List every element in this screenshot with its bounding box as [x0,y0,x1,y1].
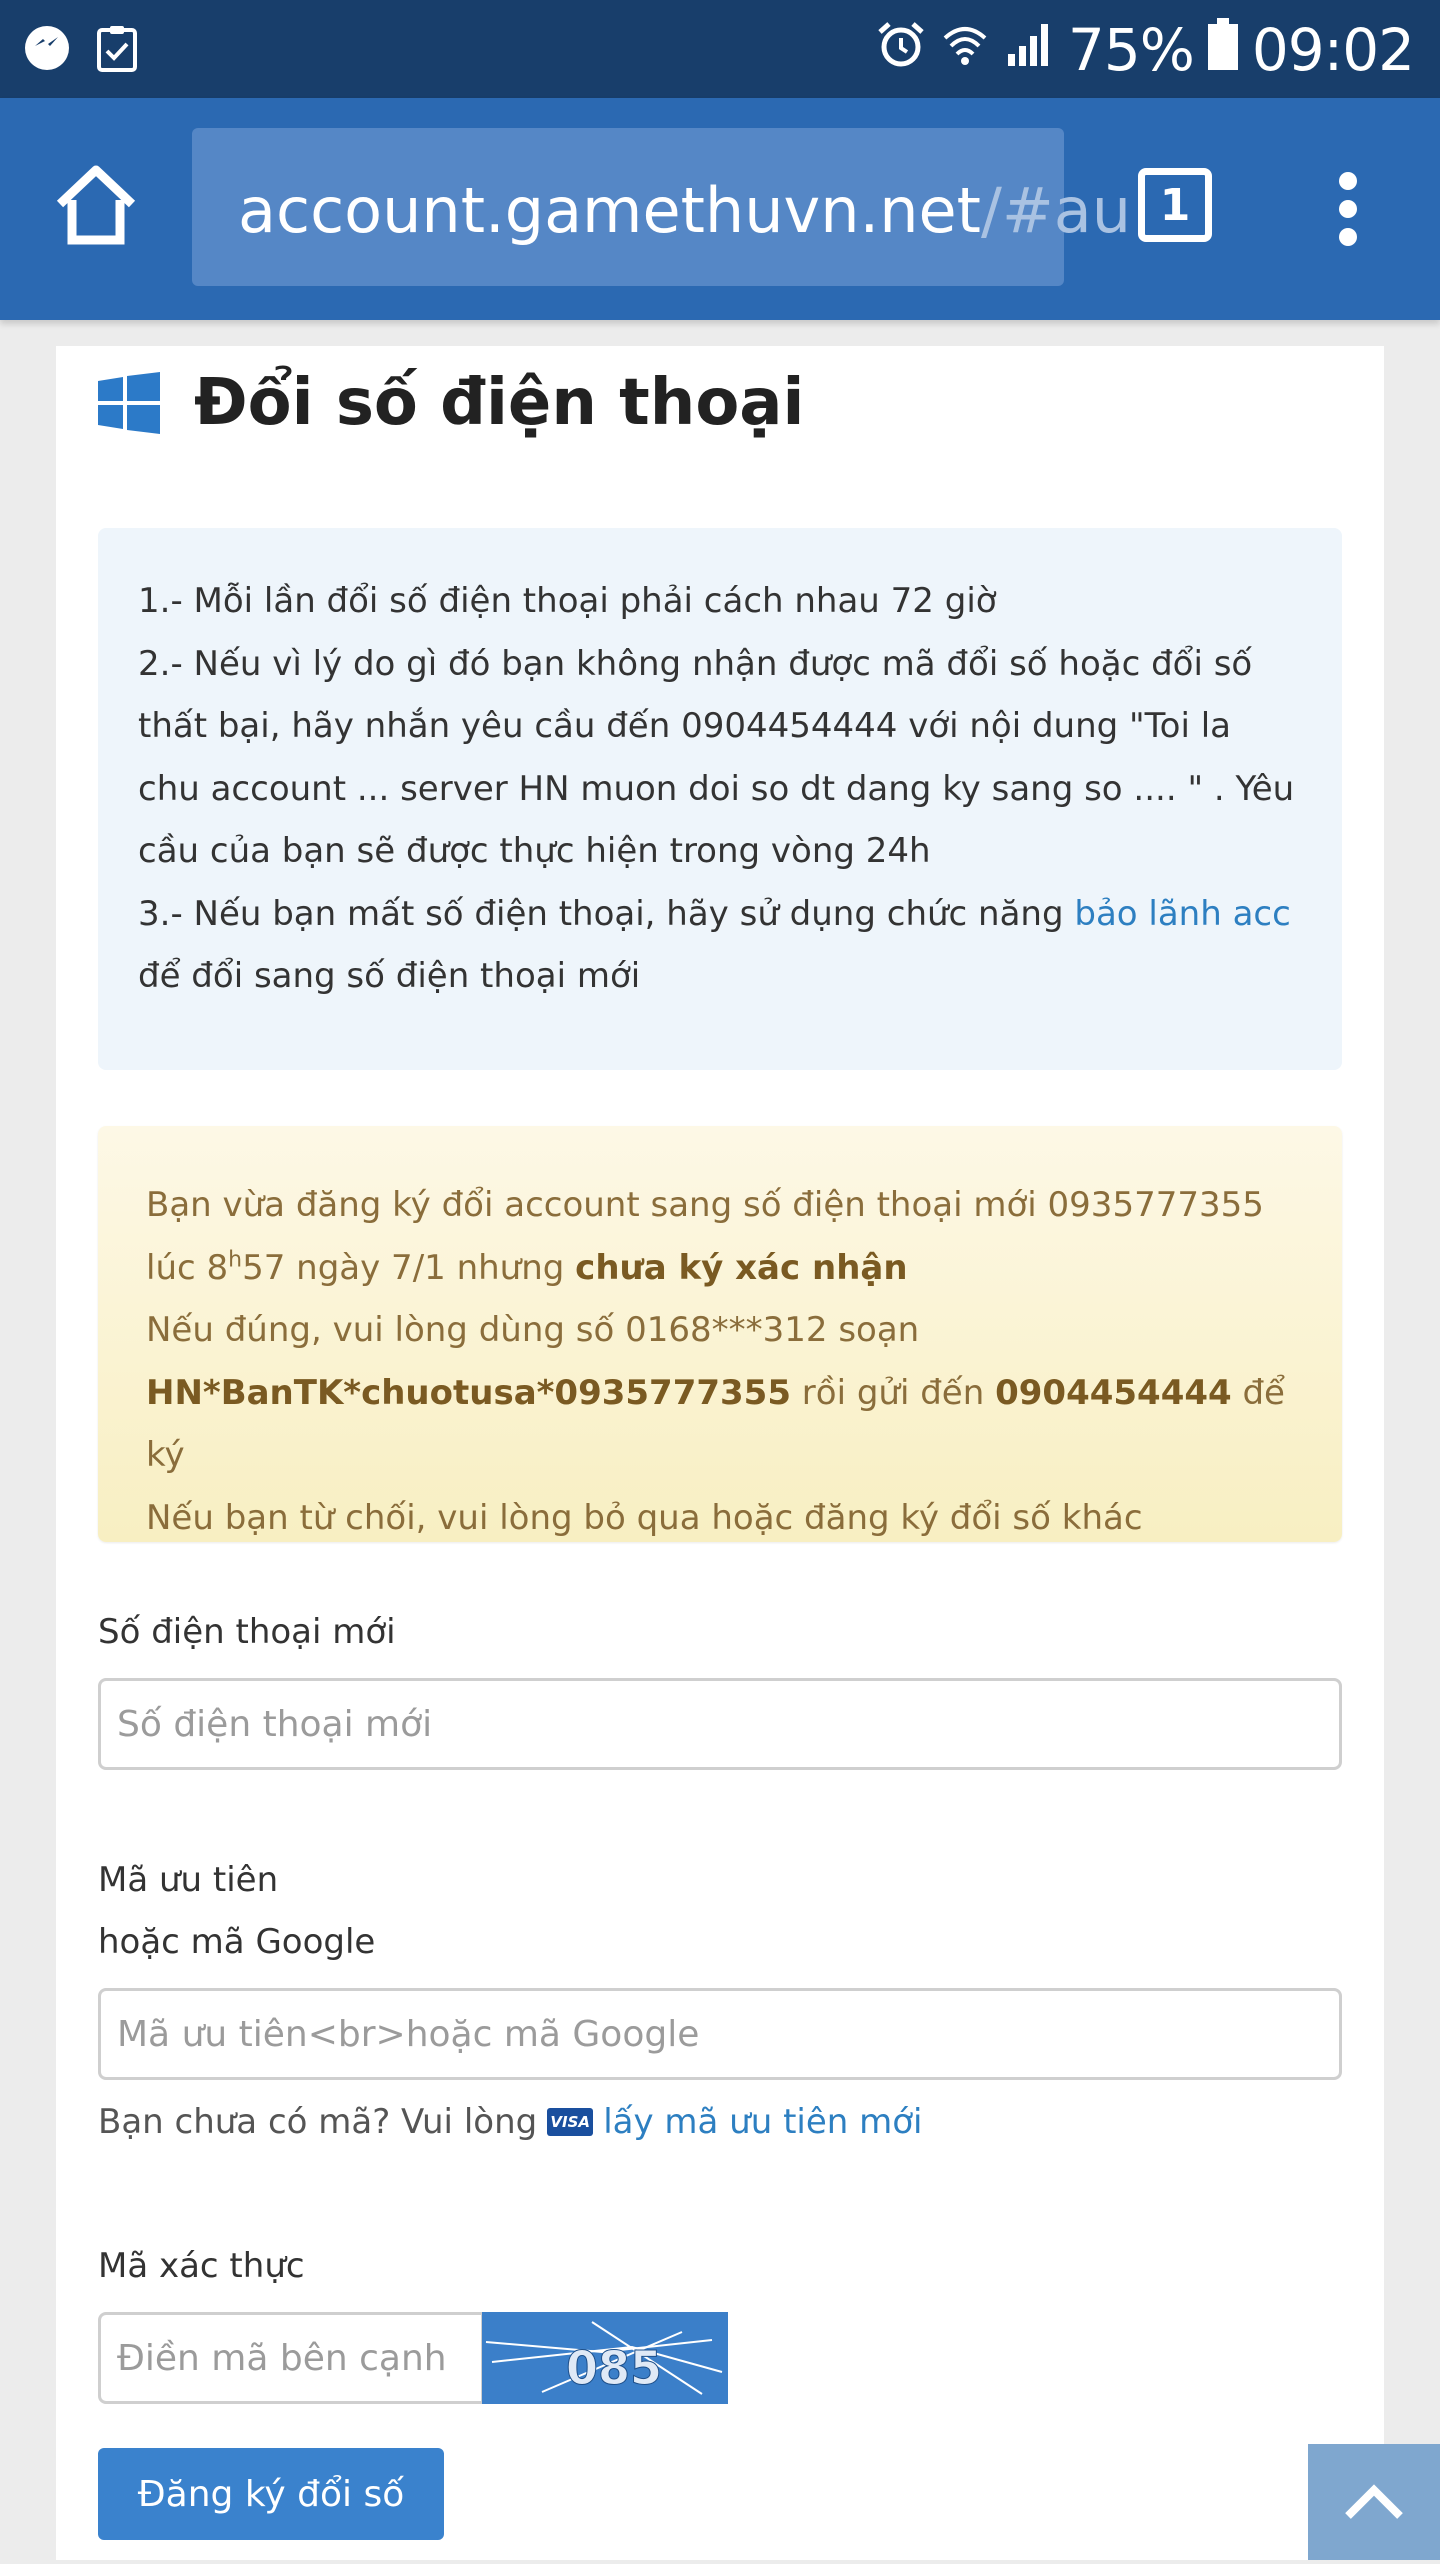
info-notice [98,528,1342,1070]
tab-switcher-button[interactable] [1138,168,1212,242]
page-header [98,366,804,440]
new-phone-label: Số điện thoại mới [98,1612,396,1652]
url-path: /#au [980,174,1132,247]
captcha-input[interactable] [98,2312,484,2404]
warning-bold: chưa ký xác nhận [575,1247,908,1288]
messenger-icon [22,24,72,78]
alarm-icon [876,16,926,84]
captcha-label: Mã xác thực [98,2246,305,2286]
sms-number: 0904454444 [995,1372,1232,1413]
submit-change-button[interactable]: Đăng ký đổi số [98,2448,444,2540]
status-bar [0,0,1440,98]
info-line-3-end: để đổi sang số điện thoại mới [138,956,641,996]
warning-line-2: Nếu đúng, vui lòng dùng số 0168***312 soạn [146,1310,920,1350]
home-button[interactable] [52,160,140,248]
tab-count: 1 [1159,179,1191,231]
warning-text: Bạn vừa đăng ký đổi account sang số điện thoại mới 0935777355 lúc 8 [146,1185,1264,1288]
url-host: account.gamethuvn.net [238,174,981,247]
warning-line-1 [146,1174,1294,1299]
warning-line-4: Nếu bạn từ chối, vui lòng bỏ qua hoặc đăng ký đổi số khác [146,1497,1143,1538]
sms-syntax: HN*BanTK*chuotusa*0935777355 [146,1372,791,1413]
hint-text: Bạn chưa có mã? Vui lòng [98,2102,538,2142]
browser-toolbar [0,98,1440,320]
warning-text: rồi gửi đến [791,1372,996,1413]
signal-icon [1004,16,1054,84]
info-line-3-text: 3.- Nếu bạn mất số điện thoại, hãy sử dụng chức năng [138,893,1075,934]
visa-card-icon: VISA [547,2108,593,2136]
new-phone-input[interactable] [98,1678,1342,1770]
captcha-image[interactable] [482,2312,728,2404]
pending-change-warning [98,1126,1342,1542]
page-title: Đổi số điện thoại [194,366,805,440]
warning-text: để ký [146,1372,1285,1475]
priority-code-label-2: hoặc mã Google [98,1922,376,1962]
menu-dot [1339,200,1357,218]
battery-percent: 75% [1067,16,1194,84]
priority-code-hint [98,2102,923,2142]
info-line-2: 2.- Nếu vì lý do gì đó bạn không nhận được mã đổi số hoặc đổi số thất bại, hãy nhắn yêu cầu đến 0904454444 với nội dung "Toi la chu account ... server HN muon doi so dt dang ky sang so .... " . Yêu cầu của bạn sẽ được thực hiện trong vòng 24h [138,643,1295,871]
warning-line-3 [146,1362,1294,1487]
overflow-menu-button[interactable] [1330,172,1366,246]
priority-code-input[interactable] [98,1988,1342,2080]
get-priority-code-link[interactable]: lấy mã ưu tiên mới [603,2102,923,2142]
warning-sup: h [228,1247,243,1273]
checklist-icon [96,24,138,78]
address-bar[interactable] [192,128,1132,286]
chevron-up-icon [1308,2444,1440,2560]
menu-dots-icon [1339,172,1357,190]
guarantee-account-link[interactable]: bảo lãnh acc [1074,893,1291,934]
warning-text: 57 ngày 7/1 nhưng [242,1247,576,1288]
home-icon [52,160,140,248]
clock: 09:02 [1251,16,1414,84]
scroll-to-top-button[interactable] [1308,2444,1440,2560]
windows-icon [98,372,160,434]
captcha-text: 085 [566,2341,663,2395]
info-line-3 [138,883,1302,1008]
info-line-1: 1.- Mỗi lần đổi số điện thoại phải cách nhau 72 giờ [138,581,997,621]
wifi-icon [940,16,990,84]
menu-dot [1339,228,1357,246]
content-card [56,346,1384,2560]
priority-code-label-1: Mã ưu tiên [98,1860,279,1900]
battery-icon [1208,16,1238,84]
